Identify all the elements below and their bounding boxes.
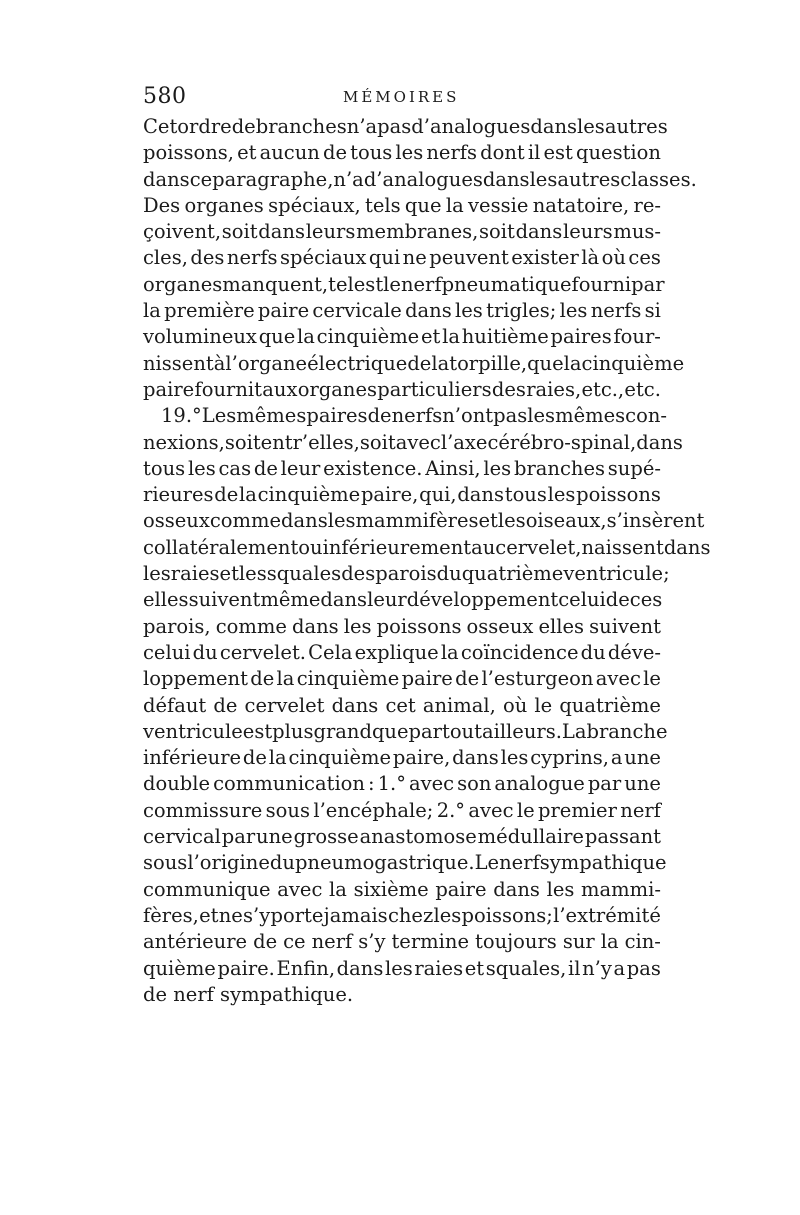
text-line: communique avec la sixième paire dans les mammi- <box>143 877 661 901</box>
body-text <box>143 114 711 1008</box>
text-line: organes manquent, tel est le nerf pneumatique fourni par <box>143 272 665 296</box>
text-line: Des organes spéciaux, tels que la vessie natatoire, re- <box>143 193 661 217</box>
text-line: sous l’origine du pneumogastrique. Le nerf sympathique <box>143 851 667 875</box>
text-line: la première paire cervicale dans les trigles; les nerfs si <box>143 299 661 323</box>
text-line: ventricule est plus grand que partout ailleurs. La branche <box>143 719 668 743</box>
text-line: parois, comme dans les poissons osseux elles suivent <box>143 614 661 638</box>
text-line: Cet ordre de branches n’a pas d’analogues dans les autres <box>143 115 668 138</box>
page-header <box>143 84 659 114</box>
text-line: celui du cervelet. Cela explique la coïncidence du déve- <box>143 640 661 664</box>
text-line: fères, et ne s’y porte jamais chez les poissons; l’extrémité <box>143 903 661 927</box>
text-line: osseux comme dans les mammifères et les oiseaux, s’insèrent <box>143 509 705 533</box>
text-line: quième paire. Enfin, dans les raies et squales, il n’y a pas <box>143 956 661 980</box>
text-line: volumineux que la cinquième et la huitième paires four- <box>143 325 661 349</box>
text-line: inférieure de la cinquième paire, dans les cyprins, a une <box>143 746 661 770</box>
text-line: tous les cas de leur existence. Ainsi, les branches supé- <box>143 456 661 480</box>
text-line: nissent à l’organe électrique de la torpille, que la cinquième <box>143 351 685 375</box>
text-line: loppement de la cinquième paire de l’esturgeon avec le <box>143 667 661 691</box>
text-line: elles suivent même dans leur développement celui de ces <box>143 588 663 612</box>
page-number: 580 <box>143 84 187 109</box>
text-line: de nerf sympathique. <box>143 982 354 1006</box>
text-line: cles, des nerfs spéciaux qui ne peuvent exister là où ces <box>143 246 661 270</box>
text-line: antérieure de ce nerf s’y termine toujours sur la cin- <box>143 930 661 954</box>
text-line: collatéralement ou inférieurement au cervelet, naissent dans <box>143 535 711 559</box>
text-line: paire fournit aux organes particuliers des raies, etc., etc. <box>143 377 661 401</box>
text-line: double communication : 1.° avec son analogue par une <box>143 772 661 796</box>
text-line: cervical par une grosse anastomose médullaire passant <box>143 825 661 849</box>
text-line: commissure sous l’encéphale; 2.° avec le premier nerf <box>143 798 661 822</box>
text-line: poissons, et aucun de tous les nerfs dont il est question <box>143 141 661 165</box>
text-line: 19.° Les mêmes paires de nerfs n’ont pas les mêmes con- <box>161 404 667 428</box>
text-line: rieures de la cinquième paire, qui, dans tous les poissons <box>143 483 661 507</box>
text-line: les raies et les squales des parois du quatrième ventricule; <box>143 562 670 586</box>
text-line: nexions, soit entr’elles, soit avec l’axe cérébro-spinal, dans <box>143 430 683 454</box>
text-line: çoivent, soit dans leurs membranes, soit dans leurs mus- <box>143 220 661 244</box>
text-line: dans ce paragraphe, n’a d’analogues dans les autres classes. <box>143 167 697 191</box>
text-line: défaut de cervelet dans cet animal, où le quatrième <box>143 693 661 717</box>
running-title: MÉMOIRES <box>343 88 460 106</box>
